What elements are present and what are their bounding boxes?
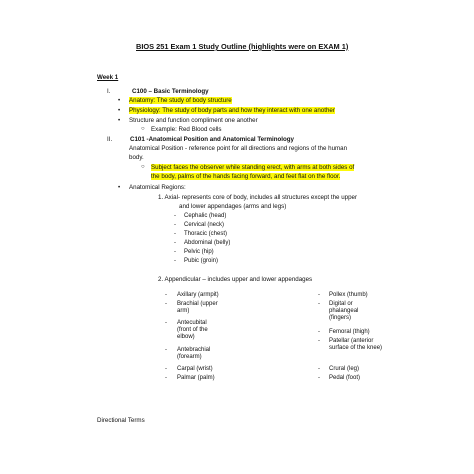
anatomical-regions-label: Anatomical Regions: — [129, 184, 186, 191]
dash-marker: - — [165, 347, 167, 353]
region-antebrachial: Antebrachial (forearm) — [177, 347, 211, 360]
dash-marker: - — [318, 338, 320, 344]
bullet-marker: • — [118, 97, 121, 104]
region-patellar: Patellar (anterior surface of the knee) — [329, 338, 383, 351]
structure-function-bullet: Structure and function compliment one another — [129, 117, 258, 124]
axial-description-cont: and lower appendages (arms and legs) — [179, 203, 287, 210]
region-crural: Crural (leg) — [329, 366, 360, 372]
axial-item-pelvic: Pelvic (hip) — [184, 249, 214, 255]
bullet-marker: • — [118, 107, 121, 114]
region-antecubital: Antecubital (front of the elbow) — [177, 320, 208, 340]
region-axillary: Axillary (armpit) — [177, 292, 219, 298]
appendicular-description: 2. Appendicular – includes upper and lower appendages — [158, 276, 313, 283]
anatomical-position-definition-cont: body. — [129, 154, 144, 161]
section-numeral-ii: II. — [107, 136, 113, 143]
bullet-marker: • — [118, 184, 121, 191]
axial-item-cephalic: Cephalic (head) — [184, 213, 227, 219]
region-femoral: Femoral (thigh) — [329, 329, 370, 335]
region-carpal: Carpal (wrist) — [177, 366, 213, 372]
dash-marker: - — [318, 329, 320, 335]
dash-marker: - — [174, 222, 176, 228]
dash-marker: - — [318, 301, 320, 307]
axial-item-pubic: Pubic (groin) — [184, 258, 219, 264]
anatomical-position-definition: Anatomical Position - reference point for all directions and regions of the human — [129, 145, 348, 152]
section-heading-basic-terminology: C100 – Basic Terminology — [132, 88, 209, 95]
anatomical-position-highlight: Subject faces the observer while standing erect, with arms at both sides of — [151, 164, 355, 171]
dash-marker: - — [165, 292, 167, 298]
region-palmar: Palmar (palm) — [177, 375, 215, 381]
dash-marker: - — [318, 366, 320, 372]
axial-item-cervical: Cervical (neck) — [184, 222, 225, 228]
dash-marker: - — [174, 240, 176, 246]
week-heading: Week 1 — [97, 74, 119, 81]
region-brachial: Brachial (upper arm) — [177, 301, 218, 314]
dash-marker: - — [165, 366, 167, 372]
dash-marker: - — [174, 213, 176, 219]
dash-marker: - — [174, 258, 176, 264]
document-title: BIOS 251 Exam 1 Study Outline (highlights were on EXAM 1) — [136, 42, 349, 51]
axial-item-thoracic: Thoracic (chest) — [184, 231, 228, 237]
directional-terms-heading: Directional Terms — [97, 417, 145, 424]
dash-marker: - — [174, 231, 176, 237]
dash-marker: - — [318, 375, 320, 381]
bullet-marker: • — [118, 117, 121, 124]
circle-marker: ○ — [141, 164, 145, 170]
region-pedal: Pedal (foot) — [329, 375, 361, 381]
section-numeral-i: I. — [107, 88, 111, 95]
axial-item-abdominal: Abdominal (belly) — [184, 240, 231, 246]
dash-marker: - — [318, 292, 320, 298]
dash-marker: - — [165, 301, 167, 307]
anatomical-position-highlight-cont: the body, palms of the hands facing forward, and feet flat on the floor. — [151, 173, 341, 180]
example-red-blood-cells: Example: Red Blood cells — [151, 126, 222, 133]
axial-description: 1. Axial- represents core of body, includes all structures except the upper — [158, 194, 358, 201]
dash-marker: - — [165, 375, 167, 381]
region-digital: Digital or phalangeal (fingers) — [329, 301, 359, 321]
circle-marker: ○ — [141, 126, 145, 132]
dash-marker: - — [174, 249, 176, 255]
region-pollex: Pollex (thumb) — [329, 292, 368, 298]
physiology-definition: Physiology: The study of body parts and how they interact with one another — [129, 107, 335, 114]
anatomy-definition: Anatomy: The study of body structure — [129, 97, 232, 104]
dash-marker: - — [165, 320, 167, 326]
section-heading-anatomical-position: C101 -Anatomical Position and Anatomical Terminology — [130, 136, 294, 143]
